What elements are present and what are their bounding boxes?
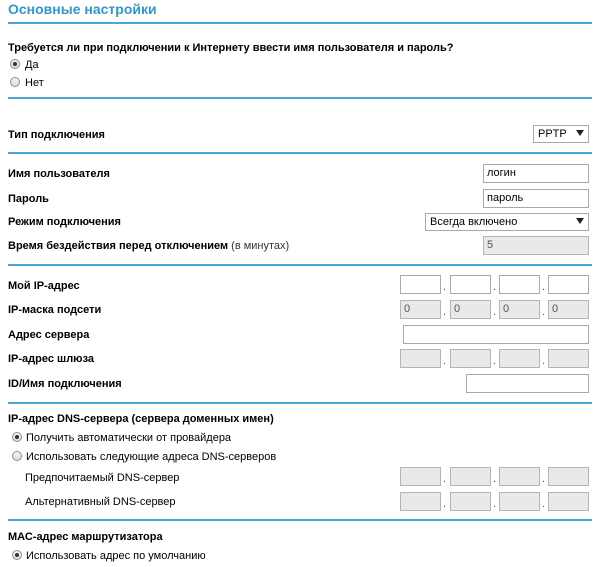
chevron-down-icon (576, 130, 584, 136)
divider-top (8, 22, 592, 24)
idle-time-input: 5 (483, 236, 589, 255)
primary-dns-octet-2 (450, 467, 491, 486)
radio-login-yes-label: Да (25, 59, 39, 71)
subnet-octet-4: 0 (548, 300, 589, 319)
ip-separator: . (493, 281, 497, 293)
radio-login-no-label: Нет (25, 77, 44, 89)
idle-time-text: Время бездействия перед отключением (8, 240, 229, 252)
my-ip-octet-4[interactable] (548, 275, 589, 294)
login-question-label: Требуется ли при подключении к Интернету ввести имя пользователя и пароль? (8, 42, 454, 54)
username-input[interactable]: логин (483, 164, 589, 183)
secondary-dns-octet-1 (400, 492, 441, 511)
radio-mac-default-label: Использовать адрес по умолчанию (26, 550, 206, 562)
radio-dns-auto-label: Получить автоматически от провайдера (26, 432, 232, 444)
radio-mac-default[interactable] (12, 550, 22, 560)
idle-time-label (8, 239, 289, 253)
gateway-label: IP-адрес шлюза (8, 353, 95, 365)
connection-mode-value: Всегда включено (430, 216, 518, 228)
ip-separator: . (542, 498, 546, 510)
ip-separator: . (493, 473, 497, 485)
ip-separator: . (493, 498, 497, 510)
password-input[interactable]: пароль (483, 189, 589, 208)
connection-id-label: ID/Имя подключения (8, 378, 122, 390)
connection-type-value: PPTP (538, 128, 567, 140)
page-title: Основные настройки (8, 1, 157, 17)
secondary-dns-label: Альтернативный DNS-сервер (25, 496, 176, 508)
connection-type-label: Тип подключения (8, 129, 105, 141)
ip-separator: . (542, 473, 546, 485)
ip-separator: . (443, 306, 447, 318)
server-address-label: Адрес сервера (8, 329, 90, 341)
primary-dns-label: Предпочитаемый DNS-сервер (25, 472, 180, 484)
secondary-dns-octet-2 (450, 492, 491, 511)
gateway-octet-4 (548, 349, 589, 368)
gateway-octet-3 (499, 349, 540, 368)
dns-section-title: IP-адрес DNS-сервера (сервера доменных имен) (8, 413, 274, 425)
radio-login-yes[interactable] (10, 59, 20, 69)
connection-mode-label: Режим подключения (8, 216, 121, 228)
mac-section-title: МАС-адрес маршрутизатора (8, 531, 163, 543)
divider-1 (8, 97, 592, 99)
gateway-octet-1 (400, 349, 441, 368)
subnet-label: IP-маска подсети (8, 304, 102, 316)
my-ip-octet-1[interactable] (400, 275, 441, 294)
server-address-input[interactable] (403, 325, 589, 344)
my-ip-octet-3[interactable] (499, 275, 540, 294)
my-ip-label: Мой IP-адрес (8, 280, 80, 292)
ip-separator: . (443, 498, 447, 510)
password-label: Пароль (8, 193, 49, 205)
ip-separator: . (443, 281, 447, 293)
my-ip-octet-2[interactable] (450, 275, 491, 294)
chevron-down-icon (576, 218, 584, 224)
radio-login-no[interactable] (10, 77, 20, 87)
idle-time-unit: (в минутах) (231, 240, 290, 252)
connection-type-select[interactable] (533, 125, 589, 143)
subnet-octet-3: 0 (499, 300, 540, 319)
primary-dns-octet-1 (400, 467, 441, 486)
ip-separator: . (542, 355, 546, 367)
subnet-octet-2: 0 (450, 300, 491, 319)
radio-dns-manual[interactable] (12, 451, 22, 461)
divider-4 (8, 402, 592, 404)
connection-id-input[interactable] (466, 374, 589, 393)
secondary-dns-octet-3 (499, 492, 540, 511)
ip-separator: . (493, 306, 497, 318)
radio-dns-manual-label: Использовать следующие адреса DNS-серверов (26, 451, 277, 463)
divider-5 (8, 519, 592, 521)
gateway-octet-2 (450, 349, 491, 368)
ip-separator: . (493, 355, 497, 367)
divider-2 (8, 152, 592, 154)
subnet-octet-1: 0 (400, 300, 441, 319)
ip-separator: . (443, 355, 447, 367)
primary-dns-octet-4 (548, 467, 589, 486)
ip-separator: . (443, 473, 447, 485)
divider-3 (8, 264, 592, 266)
radio-dns-auto[interactable] (12, 432, 22, 442)
connection-mode-select[interactable] (425, 213, 589, 231)
ip-separator: . (542, 306, 546, 318)
ip-separator: . (542, 281, 546, 293)
username-label: Имя пользователя (8, 168, 110, 180)
secondary-dns-octet-4 (548, 492, 589, 511)
primary-dns-octet-3 (499, 467, 540, 486)
